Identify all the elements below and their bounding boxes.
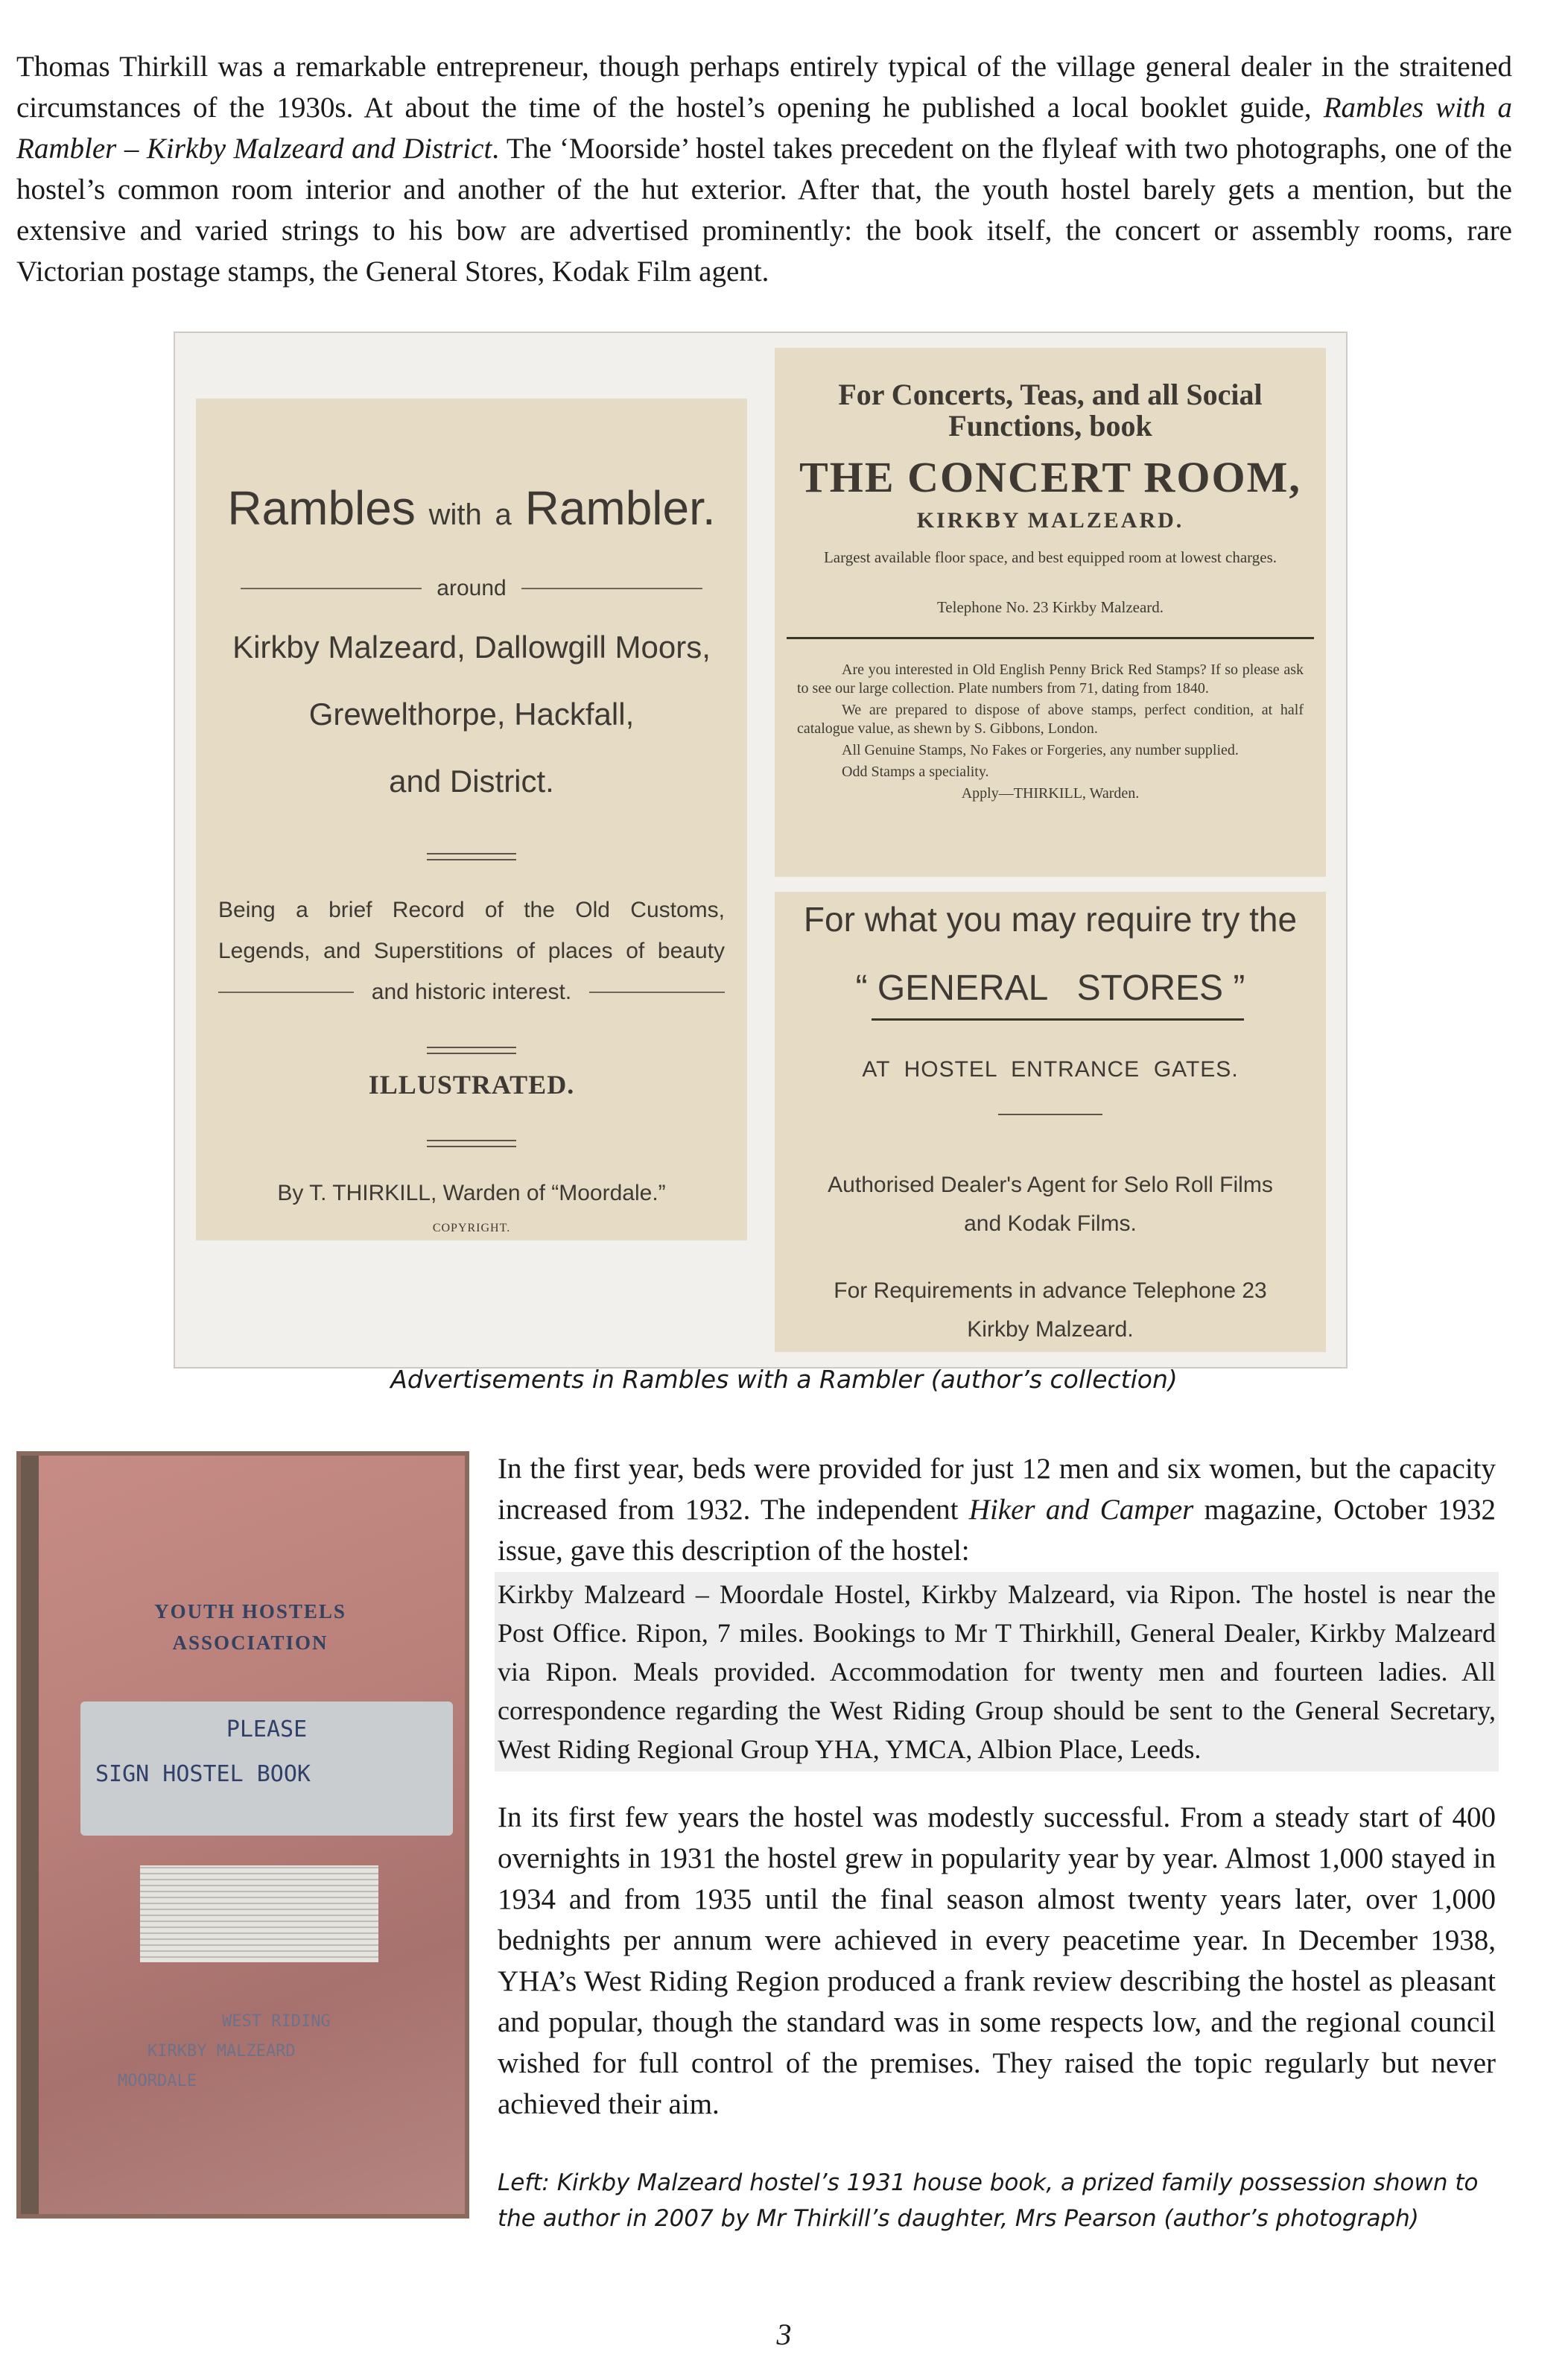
stamps-para-2: We are prepared to dispose of above stamps, perfect condition, at half catalogue value, as shewn by S. Gibbons, London. bbox=[797, 702, 1304, 737]
yha-line-1: YOUTH HOSTELS bbox=[154, 1600, 346, 1623]
stamps-para-1: Are you interested in Old English Penny Brick Red Stamps? If so please ask to see our large collection. Plate numbers from 71, dating from 1840. bbox=[797, 662, 1304, 697]
house-book-caption: Left: Kirkby Malzeard hostel’s 1931 house book, a prized family possession shown to the author in 2007 by Mr Thirkill’s daughter, Mrs Pearson (author’s photograph) bbox=[498, 2169, 1479, 2232]
house-book-slip bbox=[140, 1865, 378, 1962]
paragraph-first-year bbox=[498, 1448, 1496, 1571]
book-spine bbox=[21, 1456, 39, 2214]
title-word-rambles: Rambles bbox=[227, 481, 416, 535]
advance-line-2: Kirkby Malzeard. bbox=[967, 1317, 1134, 1342]
ad-book-record-3-line bbox=[218, 980, 725, 1005]
intro-text-start: Thomas Thirkill was a remarkable entrepreneur, though perhaps entirely typical of the village general dealer in the straitened circumstances of the 1930s. At about the time of the hostel’s opening he published a local booklet guide, bbox=[16, 51, 1512, 124]
ad-stores-lead: For what you may require try the bbox=[803, 900, 1298, 939]
ad-book-place-2: Grewelthorpe, Hackfall, bbox=[308, 697, 635, 732]
heading-line-1: For Concerts, Teas, and all Social bbox=[838, 378, 1263, 411]
region-line-1: WEST RIDING bbox=[222, 2012, 331, 2031]
ad-stores-advance bbox=[775, 1272, 1326, 1349]
ad-book-place-3: and District. bbox=[389, 764, 554, 799]
ad-stores-title: “ GENERAL STORES ” bbox=[855, 968, 1245, 1008]
advertisements-figure bbox=[174, 332, 1348, 1369]
title-word-a: a bbox=[495, 498, 512, 531]
heading-line-2: Functions, book bbox=[948, 409, 1152, 443]
ads-caption: Advertisements in Rambles with a Rambler (author’s collection) bbox=[390, 1365, 1178, 1394]
ad-book-title bbox=[196, 481, 747, 536]
ad-book-author: By T. THIRKILL, Warden of “Moordale.” bbox=[277, 1181, 666, 1205]
intro-book-title: Rambles with a Rambler – Kirkby Malzeard and District bbox=[16, 92, 1512, 165]
stamps-para-3: All Genuine Stamps, No Fakes or Forgeries, any number supplied. bbox=[842, 742, 1239, 758]
ad-concert-room bbox=[775, 348, 1326, 877]
intro-paragraph bbox=[16, 46, 1512, 292]
ad-book-record-2: Legends, and Superstitions of places of beauty bbox=[218, 939, 725, 963]
label-sign: SIGN HOSTEL BOOK bbox=[95, 1761, 311, 1787]
ad-book-record-3: and historic interest. bbox=[371, 980, 572, 1004]
ad-concert-title: THE CONCERT ROOM, bbox=[799, 453, 1301, 501]
yha-line-2: ASSOCIATION bbox=[172, 1631, 328, 1654]
ad-book-illustrated: ILLUSTRATED. bbox=[368, 1070, 575, 1100]
ad-stores-dealer bbox=[775, 1166, 1326, 1243]
double-rule bbox=[427, 1047, 516, 1054]
intro-text-end: . The ‘Moorside’ hostel takes precedent on the flyleaf with two photographs, one of the hostel’s common room interior and another of the hut exterior. After that, the youth hostel barely gets a mention, but the extensive and varied strings to his bow are advertised prominently: the book itself, the concert or assembly rooms, rare Victorian postage stamps, the General Stores, Kodak Film agent. bbox=[16, 133, 1512, 288]
first-year-start: In the first year, beds were provided for just 12 men and six women, but the capacity increased from 1932. The independent bbox=[498, 1453, 1496, 1526]
title-word-rambler: Rambler. bbox=[524, 481, 716, 535]
paragraph-success: In its first few years the hostel was modestly successful. From a steady start of 400 overnights in 1931 the hostel grew in popularity year by year. Almost 1,000 stayed in 1934 and from 1935 until the final season almost twenty years later, over 1,000 bednights per annum were achieved in every peacetime year. In December 1938, YHA’s West Riding Region produced a frank review describing the hostel as pleasant and popular, though the standard was in some respects low, and the regional council wished for full control of the premises. They raised the topic regularly but never achieved their aim. bbox=[498, 1801, 1496, 2120]
title-word-with: with bbox=[428, 498, 482, 531]
ad-concert-telephone: Telephone No. 23 Kirkby Malzeard. bbox=[936, 598, 1164, 616]
magazine-title: Hiker and Camper bbox=[968, 1494, 1194, 1526]
region-line-3: MOORDALE bbox=[118, 2072, 197, 2090]
ad-concert-heading bbox=[775, 379, 1326, 442]
house-book-yha bbox=[51, 1596, 450, 1658]
ad-book-copyright: COPYRIGHT. bbox=[432, 1222, 511, 1234]
divider bbox=[872, 1018, 1244, 1021]
ad-book-cover bbox=[196, 399, 747, 1240]
region-line-2: KIRKBY MALZEARD bbox=[147, 2042, 296, 2061]
hiker-camper-quote: Kirkby Malzeard – Moordale Hostel, Kirkby Malzeard, via Ripon. The hostel is near the Post Office. Ripon, 7 miles. Bookings to Mr T Thirkhill, General Dealer, Kirkby Malzeard via Ripon. Meals provided. Accommodation for twenty men and fourteen ladies. All correspondence regarding the West Riding Group should be sent to the General Secretary, West Riding Regional Group YHA, YMCA, Albion Place, Leeds. bbox=[495, 1572, 1499, 1772]
around-text: around bbox=[437, 576, 507, 600]
ad-concert-place: KIRKBY MALZEARD. bbox=[916, 508, 1184, 533]
dealer-line-1: Authorised Dealer's Agent for Selo Roll Films bbox=[828, 1173, 1273, 1197]
house-book-region bbox=[58, 2007, 442, 2096]
stamps-para-4: Odd Stamps a speciality. bbox=[842, 764, 989, 780]
ad-book-record-1: Being a brief Record of the Old Customs, bbox=[218, 898, 725, 922]
dealer-line-2: and Kodak Films. bbox=[964, 1211, 1137, 1236]
house-book-photo bbox=[16, 1451, 469, 2219]
divider bbox=[787, 637, 1314, 639]
first-year-end: magazine, October 1932 issue, gave this description of the hostel: bbox=[498, 1494, 1496, 1567]
ad-book-place-1: Kirkby Malzeard, Dallowgill Moors, bbox=[232, 629, 711, 665]
double-rule bbox=[427, 853, 516, 860]
double-rule bbox=[427, 1140, 516, 1147]
advance-line-1: For Requirements in advance Telephone 23 bbox=[834, 1278, 1267, 1303]
ad-stores-gates: AT HOSTEL ENTRANCE GATES. bbox=[862, 1057, 1239, 1082]
ad-general-stores bbox=[775, 892, 1326, 1352]
ad-concert-floor: Largest available floor space, and best equipped room at lowest charges. bbox=[823, 548, 1277, 566]
divider bbox=[998, 1114, 1102, 1115]
ad-stamps bbox=[797, 661, 1304, 806]
house-book-label bbox=[80, 1702, 453, 1836]
stamps-apply: Apply—THIRKILL, Warden. bbox=[961, 785, 1140, 802]
label-please: PLEASE bbox=[226, 1716, 308, 1742]
ad-book-around bbox=[241, 574, 702, 603]
page-number: 3 bbox=[776, 2318, 792, 2351]
